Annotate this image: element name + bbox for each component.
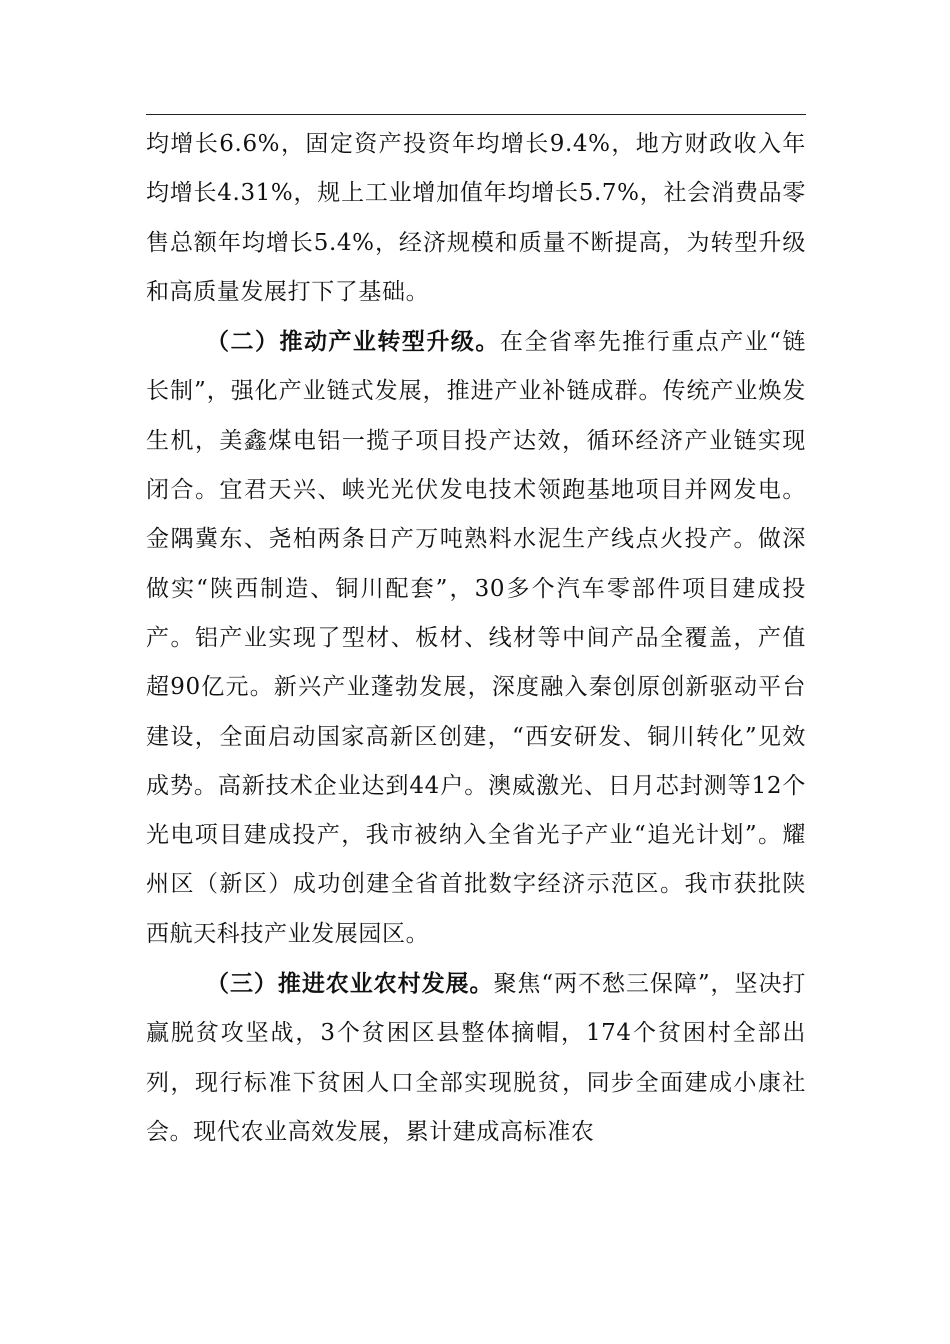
paragraph-continuation — [146, 120, 806, 317]
paragraph-industry-upgrade — [146, 317, 806, 959]
paragraph-agriculture — [146, 959, 806, 1157]
section-heading: （三）推进农业农村发展。 — [206, 970, 494, 998]
paragraph-text: 聚焦“两不愁三保障”，坚决打赢脱贫攻坚战，3个贫困区县整体摘帽，174个贫困村全部出列，现行标准下贫困人口全部实现脱贫，同步全面建成小康社会。现代农业高效发展，累计建成高标准农 — [146, 971, 807, 1145]
section-heading: （二）推动产业转型升级。 — [206, 328, 500, 356]
header-rule — [146, 114, 806, 115]
paragraph-text: 均增长6.6%，固定资产投资年均增长9.4%，地方财政收入年均增长4.31%，规上工业增加值年均增长5.7%，社会消费品零售总额年均增长5.4%，经济规模和质量不断提高，为转型升级和高质量发展打下了基础。 — [146, 131, 806, 305]
paragraph-text: 在全省率先推行重点产业“链长制”，强化产业链式发展，推进产业补链成群。传统产业焕发生机，美鑫煤电铝一揽子项目投产达效，循环经济产业链实现闭合。宜君天兴、峡光光伏发电技术领跑基地项目并网发电。金隅冀东、尧柏两条日产万吨熟料水泥生产线点火投产。做深做实“陕西制造、铜川配套”，30多个汽车零部件项目建成投产。铝产业实现了型材、板材、线材等中间产品全覆盖，产值超90亿元。新兴产业蓬勃发展，深度融入秦创原创新驱动平台建设，全面启动国家高新区创建，“西安研发、铜川转化”见效成势。高新技术企业达到44户。澳威激光、日月芯封测等12个光电项目建成投产，我市被纳入全省光子产业“追光计划”。耀州区（新区）成功创建全省首批数字经济示范区。我市获批陕西航天科技产业发展园区。 — [146, 329, 807, 947]
body-text — [146, 120, 806, 1157]
